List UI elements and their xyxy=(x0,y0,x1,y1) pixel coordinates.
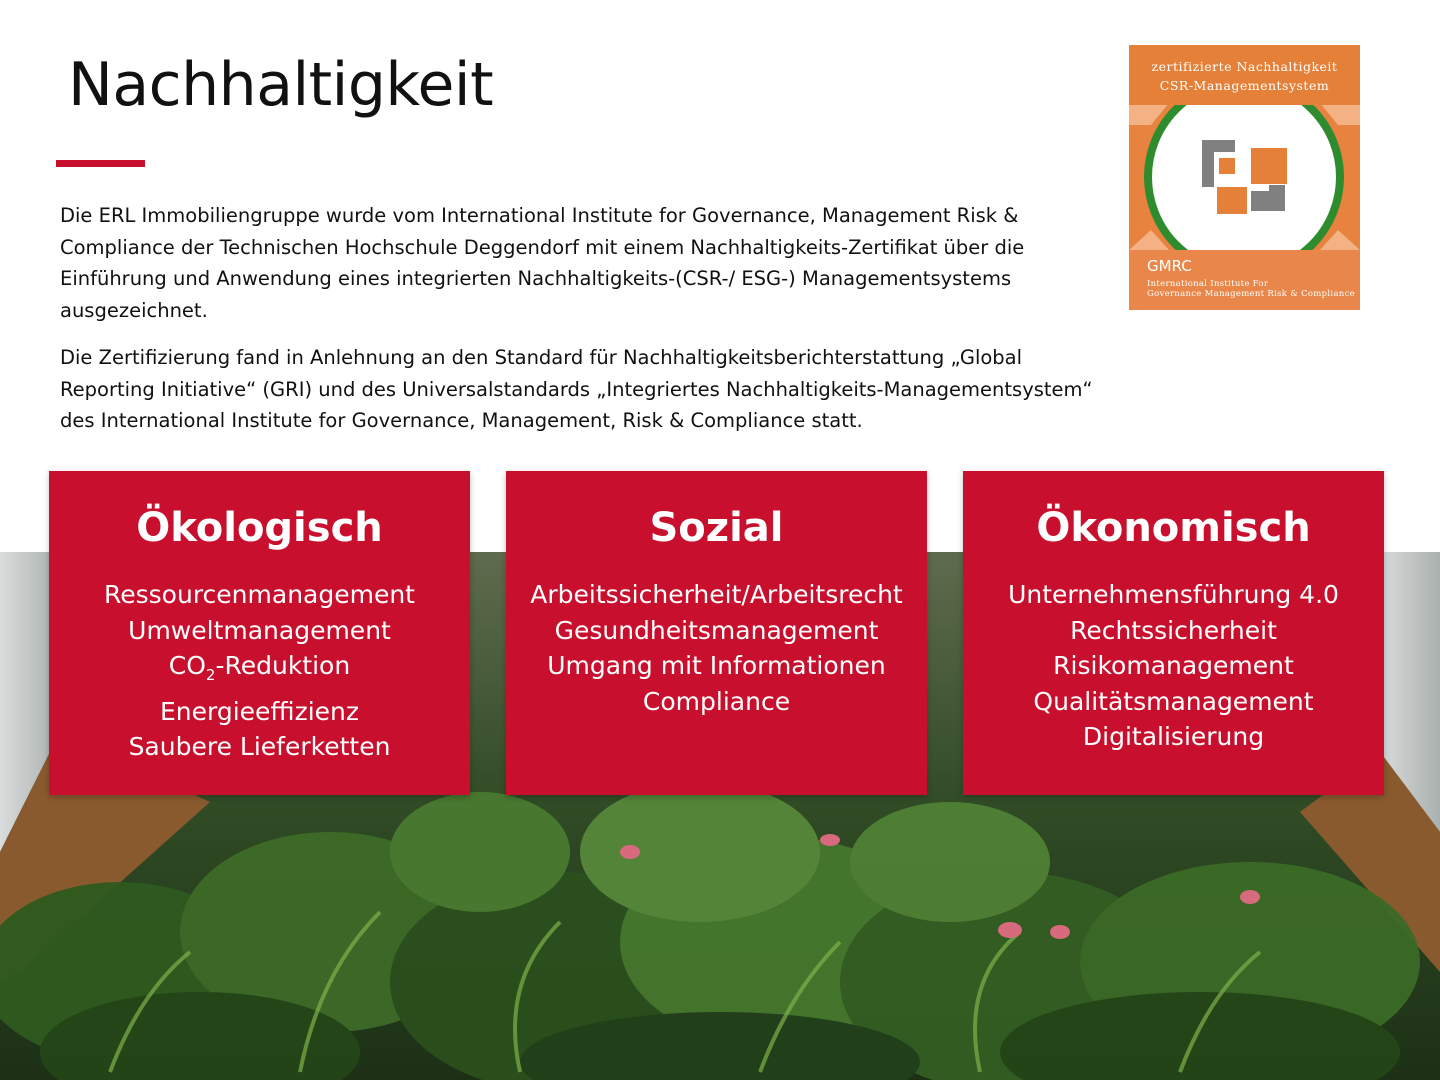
title-underline xyxy=(56,160,145,167)
page-title: Nachhaltigkeit xyxy=(68,50,494,120)
list-item: Ressourcenmanagement xyxy=(104,580,415,609)
badge-heading xyxy=(1129,57,1360,95)
list-item: Rechtssicherheit xyxy=(1070,615,1277,645)
list-item: Qualitätsmanagement xyxy=(1033,686,1314,716)
badge-line-2: CSR-Managementsystem xyxy=(1159,78,1330,93)
pillar-list xyxy=(963,577,1384,755)
badge-subtitle xyxy=(1147,279,1355,299)
pillar-list xyxy=(49,577,470,765)
list-item: Gesundheitsmanagement xyxy=(554,615,879,645)
intro-paragraph-1: Die ERL Immobiliengruppe wurde vom International Institute for Governance, Management Risk & Compliance der Technischen Hochschule Deggendorf mit einem Nachhaltigkeits-Zertifikat über die Einführung und Anwendung eines integrierten Nachhaltigkeits-(CSR-/ ESG-) Managementsystems ausgezeichnet. xyxy=(60,204,1025,322)
list-item: Risikomanagement xyxy=(1053,651,1294,680)
pillar-list xyxy=(506,577,927,719)
badge-sub-line-2: Governance Management Risk & Compliance xyxy=(1147,289,1355,299)
certificate-badge xyxy=(1129,45,1360,310)
list-item: Unternehmensführung 4.0 xyxy=(1008,580,1339,609)
list-item: Compliance xyxy=(642,686,791,716)
pillar-heading: Ökologisch xyxy=(136,505,383,551)
pillar-sozial xyxy=(506,471,927,795)
badge-acronym: GMRC xyxy=(1147,257,1192,275)
pillar-heading: Ökonomisch xyxy=(1036,505,1311,551)
pillar-oekonomisch xyxy=(963,471,1384,795)
list-item: Umgang mit Informationen xyxy=(547,651,886,680)
badge-sub-line-1: International Institute For xyxy=(1147,279,1269,289)
list-item: Saubere Lieferketten xyxy=(128,732,391,761)
list-item: Arbeitssicherheit/Arbeitsrecht xyxy=(530,580,903,609)
list-item: Digitalisierung xyxy=(1082,722,1265,751)
intro-paragraph-2: Die Zertifizierung fand in Anlehnung an den Standard für Nachhaltigkeitsberichterstattung „Global Reporting Initiative“ (GRI) und des Universalstandards „Integriertes Nachhaltigkeits-Managementsystem“ des International Institute for Governance, Management, Risk & Compliance statt. xyxy=(60,346,1093,432)
list-item: $CO_2$-Reduktion xyxy=(168,651,351,684)
list-item: Umweltmanagement xyxy=(128,615,391,645)
pillar-oekologisch xyxy=(49,471,470,795)
badge-line-1: zertifizierte Nachhaltigkeit xyxy=(1151,59,1338,74)
list-item: Energieeffizienz xyxy=(159,696,360,726)
intro-text xyxy=(60,200,1120,453)
pillar-heading: Sozial xyxy=(649,505,784,551)
